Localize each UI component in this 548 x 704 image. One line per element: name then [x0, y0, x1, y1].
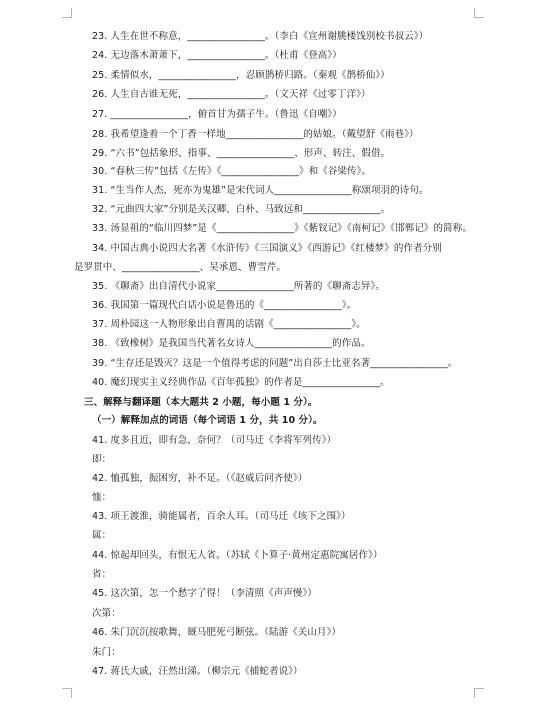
text-line: 45. 这次第，怎一个愁字了得！（李清照《声声慢》） — [92, 588, 317, 599]
text-line: 44. 惊起却回头，有恨无人省。（苏轼《卜算子·黄州定惠院寓居作》） — [92, 550, 383, 561]
text-line: 40. 魔幻现实主义经典作品《百年孤独》的作者是________________。 — [92, 377, 390, 388]
text-line: 43. 项王渡淮，骑能属者，百余人耳。（司马迁《垓下之围》） — [92, 511, 351, 522]
section-heading: （一）解释加点的词语（每个词语 1 分，共 10 分）。 — [92, 415, 323, 426]
text-line: 即： — [92, 454, 112, 465]
text-line: 37. 周朴园这一人物形象出自曹禺的话剧《________________》。 — [92, 319, 366, 330]
text-line: 恤： — [92, 492, 112, 503]
text-line: 27. ________________，俯首甘为孺子牛。（鲁迅《自嘲》） — [92, 109, 342, 120]
text-line: 41. 度多且近，即有急，奈何？（司马迁《李将军列传》） — [92, 435, 337, 446]
page-corner-mark — [474, 688, 484, 698]
text-line: 次第： — [92, 608, 121, 619]
text-line: 33. 汤显祖的“临川四梦”是《________________》《紫钗记》《南柯记》《邯郸记》的简称。 — [92, 223, 472, 234]
text-line: 24. 无边落木萧萧下，________________。（杜甫《登高》） — [92, 50, 342, 61]
text-line: 属： — [92, 530, 112, 541]
text-line: 34. 中国古典小说四大名著《水浒传》《三国演义》《西游记》《红楼梦》的作者分别 — [92, 243, 442, 254]
text-line: 35. 《聊斋》出自清代小说家________________所著的《聊斋志异》。 — [92, 281, 385, 292]
section-heading: 三、解释与翻译题（本大题共 2 小题，每小题 1 分）。 — [84, 397, 318, 408]
text-line: 29. “六书”包括象形、指事、________________、形声、转注、假借。 — [92, 148, 391, 159]
text-line: 31. “生当作人杰，死亦为鬼雄”是宋代词人________________称颂项羽的诗句。 — [92, 185, 429, 196]
text-line: 23. 人生在世不称意，________________。（李白《宣州谢朓楼饯别校书叔云》） — [92, 31, 429, 42]
text-line: 42. 恤孤独，振困穷，补不足。（《赵威后问齐使》） — [92, 473, 308, 484]
text-line: 36. 我国第一篇现代白话小说是鲁迅的《________________》。 — [92, 300, 357, 311]
text-line: 28. 我希望逢着一个丁香一样地________________的姑娘。（戴望舒《雨巷》） — [92, 129, 419, 140]
text-line: 32. “元曲四大家”分别是关汉卿、白朴、马致远和________________。 — [92, 204, 391, 215]
page-corner-mark — [62, 8, 72, 18]
text-line: 是罗贯中、________________、吴承恩、曹雪芹。 — [74, 262, 287, 273]
page-corner-mark — [474, 8, 484, 18]
text-line: 38. 《致橡树》是我国当代著名女诗人________________的作品。 — [92, 338, 371, 349]
text-line: 25. 柔情似水，________________，忍顾鹊桥归路。（秦观《鹊桥仙》） — [92, 70, 390, 81]
text-line: 30. “春秋三传”包括《左传》《________________》和《谷梁传》。 — [92, 166, 372, 177]
text-line: 26. 人生自古谁无死，________________。（文天祥《过零丁洋》） — [92, 89, 371, 100]
text-line: 39. “生存还是毁灭？这是一个值得考虑的问题”出自莎士比亚名著________________。 — [92, 358, 458, 369]
text-line: 46. 朱门沉沉按歌舞，厩马肥死弓断弦。（陆游《关山月》） — [92, 627, 342, 638]
text-line: 省： — [92, 569, 112, 580]
page-corner-mark — [62, 688, 72, 698]
text-line: 47. 蒋氏大戚，汪然出涕。（柳宗元《捕蛇者说》） — [92, 666, 303, 677]
text-line: 朱门： — [92, 647, 121, 658]
